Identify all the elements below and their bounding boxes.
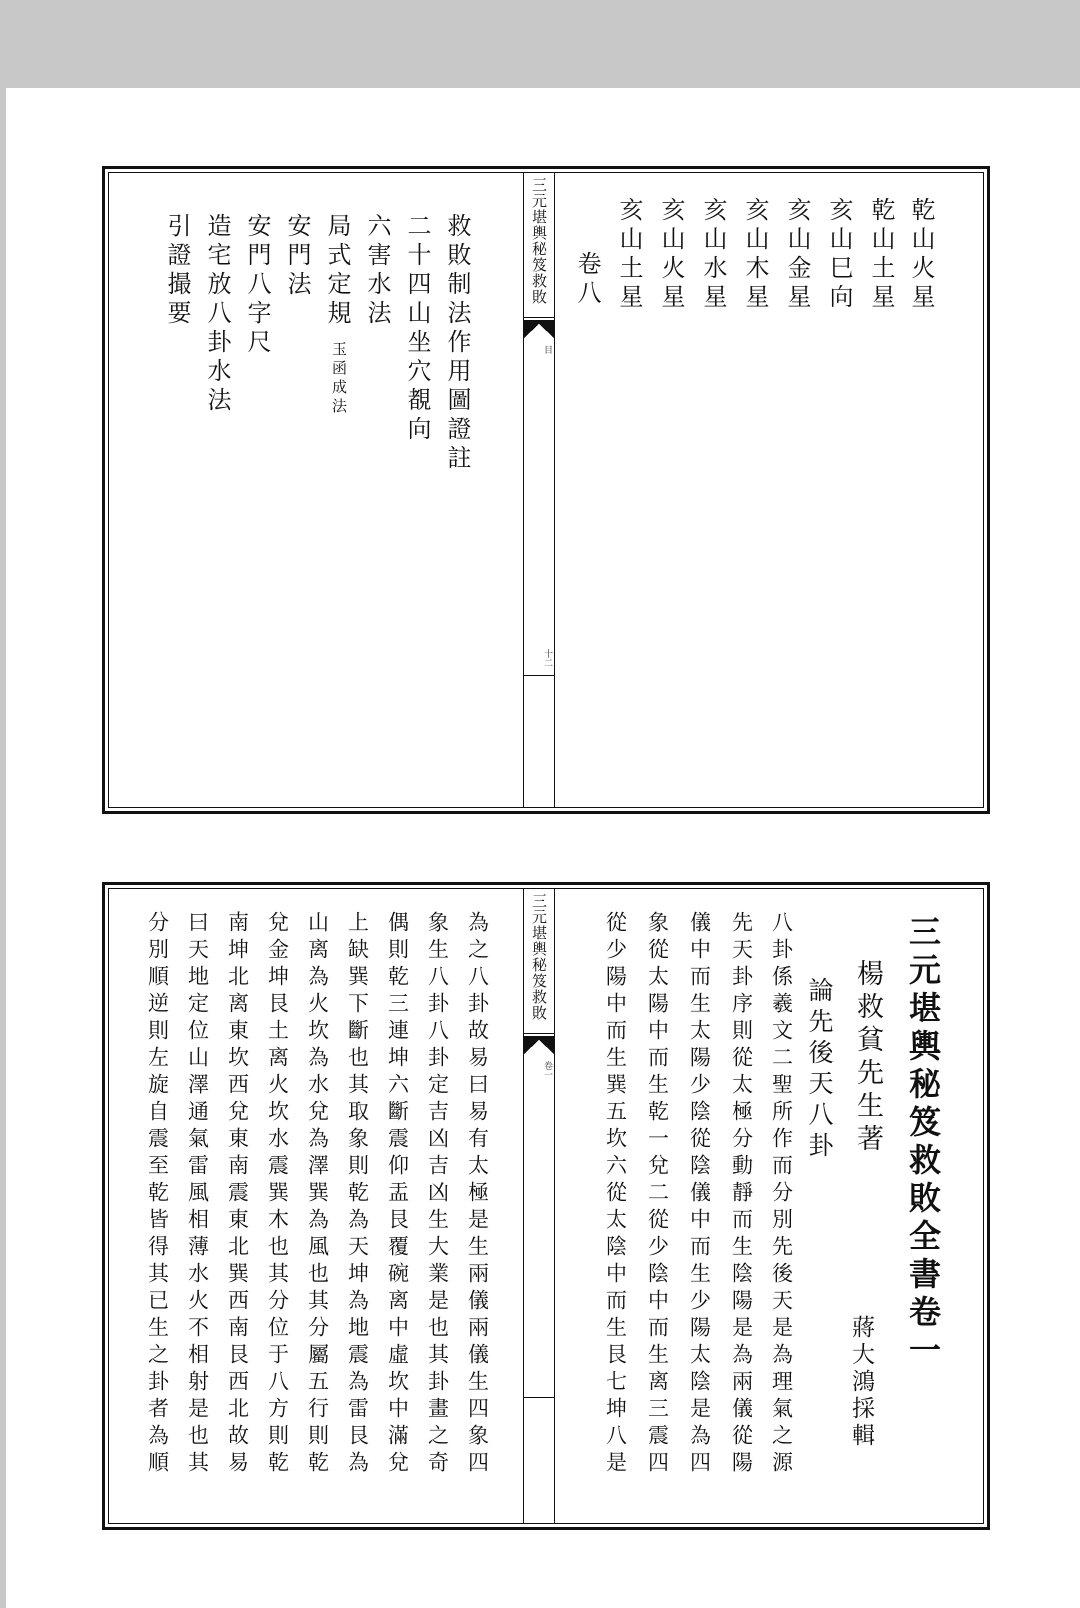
gutter-mark: 目 <box>542 345 552 354</box>
toc-entry: 六害水法 <box>363 213 391 329</box>
toc-entry: 二十四山坐穴覩向 <box>403 213 431 445</box>
body-column: 儀中而生太陽少陰從陰儀中而生少陽太陰是為四 <box>687 911 712 1478</box>
body-column: 兌金坤艮土离火坎水震巽木也其分位于八方則乾 <box>265 911 290 1478</box>
page-number: 十二 <box>542 649 552 667</box>
scanned-page <box>6 88 1080 1608</box>
toc-entry: 救敗制法作用圖證註 <box>443 213 471 474</box>
author-line: 楊救貧先生著 <box>852 959 883 1157</box>
body-column: 象生八卦八卦定吉凶吉凶生大業是也其卦畫之奇 <box>425 911 450 1478</box>
toc-volume-label: 卷八 <box>573 251 601 309</box>
book-title: 三元堪輿秘笈救敗全書卷一 <box>904 915 942 1371</box>
center-gutter <box>523 889 555 1523</box>
toc-entry: 亥山火星 <box>657 197 685 313</box>
body-column: 曰天地定位山澤通氣雷風相薄水火不相射是也其 <box>185 911 210 1478</box>
toc-page <box>102 166 990 814</box>
body-column: 從少陽中而生巽五坎六從太陰中而生艮七坤八是 <box>603 911 628 1478</box>
toc-entry: 亥山水星 <box>699 197 727 313</box>
toc-entry: 局式定規 <box>323 213 351 329</box>
toc-entry: 乾山火星 <box>907 197 935 313</box>
toc-entry: 引證撮要 <box>163 213 191 329</box>
toc-entry: 亥山木星 <box>741 197 769 313</box>
body-column: 上缺巽下斷也其取象則乾為天坤為地震為雷艮為 <box>345 911 370 1478</box>
gutter-mark: 卷一 <box>542 1061 552 1079</box>
toc-entry-note: 玉函成法 <box>330 341 348 417</box>
gutter-title: 三元堪輿秘笈救敗 <box>530 893 548 1021</box>
body-column: 偶則乾三連坤六斷震仰盂艮覆碗离中虛坎中滿兌 <box>385 911 410 1478</box>
body-column: 為之八卦故易曰易有太極是生兩儀兩儀生四象四 <box>465 911 490 1478</box>
chapter-page <box>102 882 990 1530</box>
toc-entry: 乾山土星 <box>867 197 895 313</box>
editor-line: 蔣大鴻採輯 <box>848 1315 874 1450</box>
fish-tail-mark <box>524 317 554 340</box>
center-gutter <box>523 173 555 807</box>
toc-entry: 亥山土星 <box>615 197 643 313</box>
gutter-rule <box>524 1397 554 1398</box>
body-column: 分別順逆則左旋自震至乾皆得其已生之卦者為順 <box>145 911 170 1478</box>
body-column: 八卦係羲文二聖所作而分別先後天是為理氣之源 <box>769 911 794 1478</box>
body-column: 象從太陽中而生乾一兌二從少陰中而生离三震四 <box>645 911 670 1478</box>
toc-entry: 安門法 <box>283 213 311 300</box>
gutter-title: 三元堪輿秘笈救敗 <box>530 177 548 305</box>
fish-tail-mark <box>524 1033 554 1056</box>
section-title: 論先後天八卦 <box>805 977 834 1163</box>
toc-entry: 安門八字尺 <box>243 213 271 358</box>
toc-entry: 亥山巳向 <box>825 197 853 313</box>
toc-entry: 亥山金星 <box>783 197 811 313</box>
body-column: 山离為火坎為水兌為澤巽為風也其分屬五行則乾 <box>305 911 330 1478</box>
body-column: 南坤北离東坎西兌東南震東北巽西南艮西北故易 <box>225 911 250 1478</box>
toc-entry: 造宅放八卦水法 <box>203 213 231 416</box>
body-column: 先天卦序則從太極分動靜而生陰陽是為兩儀從陽 <box>729 911 754 1478</box>
gutter-rule <box>524 675 554 676</box>
